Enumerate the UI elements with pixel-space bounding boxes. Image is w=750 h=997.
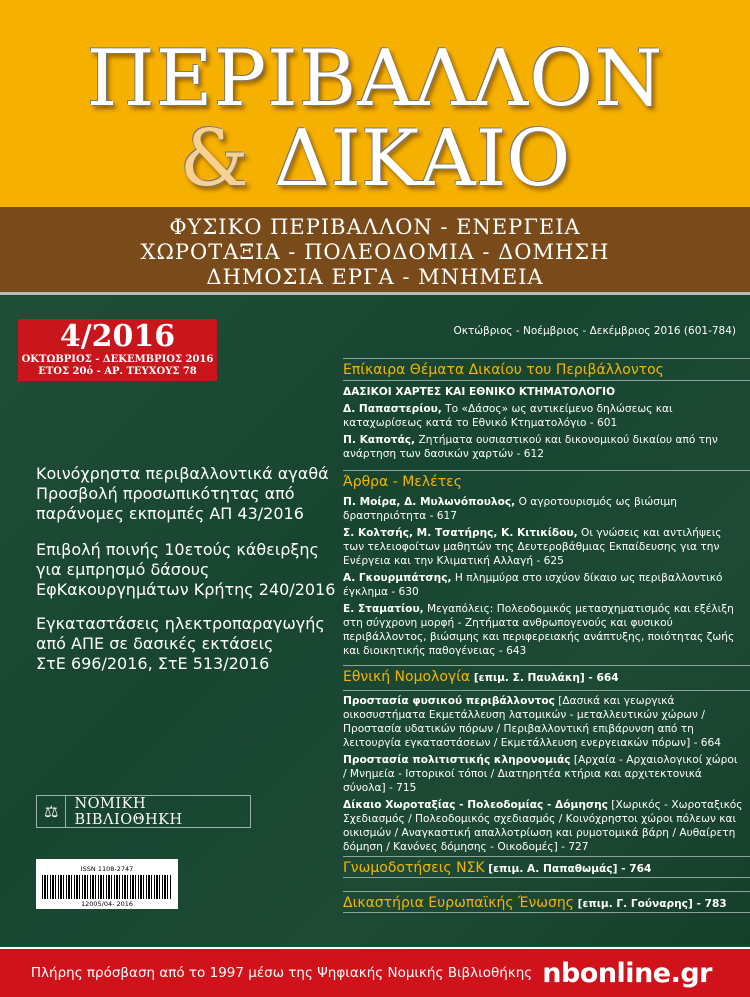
item-text: [Δασικά και γεωργικά οικοσυστήματα Εκμετάλλευση λατομικών - μεταλλευτικών χώρων / Προστασία υδατικών πόρων / Περιβαλλοντική επιβάρυνση από τη λειτουργία εγκαταστάσεων / Εκμετάλλευση ενεργειακών πόρων] - 664 — [343, 695, 721, 749]
section-articles — [343, 470, 750, 658]
highlight-line: Κοινόχρηστα περιβαλλοντικά αγαθά — [36, 464, 329, 483]
item-text: Η πλημμύρα στο ισχύον δίκαιο ως περιβαλλοντικό έγκλημα - 630 — [343, 572, 723, 598]
item-text: [Χωρικός - Χωροταξικός Σχεδιασμός / Πολεοδομικός σχεδιασμός / Κοινόχρηστοι χώροι πόλεων και οικισμών / Αναγκαστική απαλλοτρίωση και ρυμοτομικά βάρη / Αυθαίρετη δόμηση / Κανόνες δόμησης - Οικοδομές] - 727 — [343, 799, 743, 853]
issue-number: 4/2016 — [59, 319, 176, 354]
barcode-bars — [42, 875, 172, 899]
ampersand: & — [179, 114, 250, 204]
author: Π. Μοίρα, Δ. Μυλωνόπουλος, — [343, 496, 516, 508]
toc-item — [343, 571, 750, 599]
item-text: Οι γνώσεις και αντιλήψεις των τελειοφοίτων μαθητών της Δευτεροβάθμιας Εκπαίδευσης για την Ενέργεια και την Κλιματική Αλλαγή - 625 — [343, 527, 722, 567]
scales-of-justice-icon: ⚖ — [37, 796, 66, 827]
highlight-line: παράνομες εκπομπές ΑΠ 43/2016 — [36, 504, 304, 523]
section-title-text: Δικαστήρια Ευρωπαϊκής Ένωσης — [343, 895, 574, 911]
section-editor: [επιμ. Α. Παπαθωμάς] - 764 — [484, 863, 652, 875]
publisher-logo — [36, 795, 251, 828]
title-line2-text: ΔΙΚΑΙΟ — [273, 114, 571, 204]
section-subhead: ΔΑΣΙΚΟΙ ΧΑΡΤΕΣ ΚΑΙ ΕΘΝΙΚΟ ΚΤΗΜΑΤΟΛΟΓΙΟ — [343, 380, 750, 399]
highlight — [36, 540, 335, 600]
subject-line: ΧΩΡΟΤΑΞΙΑ - ΠΟΛΕΟΔΟΜΙΑ - ΔΟΜΗΣΗ — [140, 240, 610, 264]
issn: ISSN 1108-2747 — [80, 865, 134, 873]
highlight-line: από ΑΠΕ σε δασικές εκτάσεις — [36, 634, 274, 653]
item-text: Ο αγροτουρισμός ως βιώσιμη δραστηριότητα - 617 — [343, 496, 677, 522]
item-text: Μεγαπόλεις: Πολεοδομικός μετασχηματισμός και εξέλιξη στη σύγχρονη μορφή - Ζητήματα ανθρωπογενούς και φυσικού περιβάλλοντος, βιώσιμης και περιφερειακής ανάπτυξης, ποιότητας ζωής και διοικητικής παθογένειας - 643 — [343, 603, 735, 657]
highlight — [36, 614, 325, 674]
toc-item — [343, 753, 750, 795]
section-eu — [343, 891, 750, 913]
section-current — [343, 358, 750, 461]
issue-dates: Οκτώβριος - Νοέμβριος - Δεκέμβριος 2016 (601-784) — [453, 325, 736, 337]
topic: Προστασία πολιτιστικής κληρονομιάς — [343, 754, 571, 766]
subject-line: ΔΗΜΟΣΙΑ ΕΡΓΑ - ΜΝΗΜΕΙΑ — [206, 265, 544, 289]
section-title-text: Γνωμοδοτήσεις ΝΣΚ — [343, 860, 485, 876]
section-title: Επίκαιρα Θέματα Δικαίου του Περιβάλλοντος — [343, 362, 664, 378]
item-text: [Αρχαία - Αρχαιολογικοί χώροι / Μνημεία - Ιστορικοί τόποι / Διατηρητέα κτήρια και αρχιτεκτονικά σύνολα] - 715 — [343, 754, 738, 794]
publisher-name: ΝΟΜΙΚΗ ΒΙΒΛΙΟΘΗΚΗ — [74, 795, 183, 828]
section-nsk — [343, 856, 750, 878]
barcode — [36, 859, 178, 909]
highlight-line: ΕφΚακουργημάτων Κρήτης 240/2016 — [36, 580, 336, 599]
section-editor: [επιμ. Γ. Γούναρης] - 783 — [573, 898, 727, 910]
toc-item — [343, 402, 750, 430]
author: Α. Γκουρμπάτσης, — [343, 572, 452, 584]
highlight-line: ΣτΕ 696/2016, ΣτΕ 513/2016 — [36, 654, 270, 673]
toc-item — [343, 495, 750, 523]
barcode-number: 12005/04- 2016 — [80, 900, 134, 908]
title-line1: ΠΕΡΙΒΑΛΛΟΝ — [86, 34, 664, 124]
title-line2 — [0, 114, 750, 204]
author: Ε. Σταματίου, — [343, 603, 424, 615]
section-title — [343, 666, 750, 688]
author: Σ. Κολτσής, Μ. Τσατήρης, Κ. Κιτικίδου, — [343, 527, 578, 539]
author: Π. Καποτάς, — [343, 434, 416, 446]
section-title-text: Εθνική Νομολογία — [343, 669, 471, 685]
item-text: Ζητήματα ουσιαστικού και δικονομικού δικαίου από την ανάρτηση των δασικών χαρτών - 612 — [343, 434, 718, 460]
toc-item — [343, 602, 750, 658]
topic: Προστασία φυσικού περιβάλλοντος — [343, 695, 555, 707]
toc-item — [343, 798, 750, 854]
highlight-line: για εμπρησμό δάσους — [36, 560, 210, 579]
masthead — [0, 0, 750, 207]
divider — [343, 690, 750, 691]
footer-url[interactable]: nbonline.gr — [542, 957, 712, 989]
section-case-law — [343, 665, 750, 854]
highlight — [36, 464, 329, 524]
highlight-line: Προσβολή προσωπικότητας από — [36, 484, 295, 503]
issue-badge — [18, 319, 217, 381]
topic: Δίκαιο Χωροταξίας - Πολεοδομίας - Δόμησης — [343, 799, 608, 811]
footer-banner — [0, 947, 750, 997]
issue-year: ΕΤΟΣ 20ό - ΑΡ. ΤΕΥΧΟΥΣ 78 — [38, 366, 197, 377]
highlight-line: Επιβολή ποινής 10ετούς κάθειρξης — [36, 540, 319, 559]
item-text: Το «Δάσος» ως αντικείμενο δηλώσεως και καταχωρίσεως κατά το Εθνικό Κτηματολόγιο - 601 — [343, 403, 673, 429]
footer-text: Πλήρης πρόσβαση από το 1997 μέσω της Ψηφιακής Νομικής Βιβλιοθήκης — [30, 965, 533, 981]
toc-item — [343, 433, 750, 461]
subjects-band — [0, 207, 750, 295]
subject-line: ΦΥΣΙΚΟ ΠΕΡΙΒΑΛΛΟΝ - ΕΝΕΡΓΕΙΑ — [169, 215, 581, 239]
author: Δ. Παπαστερίου, — [343, 403, 442, 415]
section-title — [343, 857, 750, 879]
section-title: Άρθρα - Μελέτες — [343, 474, 462, 490]
highlight-line: Εγκαταστάσεις ηλεκτροπαραγωγής — [36, 614, 325, 633]
issue-period: ΟΚΤΩΒΡΙΟΣ - ΔΕΚΕΜΒΡΙΟΣ 2016 — [21, 354, 214, 365]
toc-item — [343, 526, 750, 568]
toc-item — [343, 694, 750, 750]
section-title — [343, 892, 750, 914]
section-editor: [επιμ. Σ. Παυλάκη] - 664 — [470, 672, 619, 684]
